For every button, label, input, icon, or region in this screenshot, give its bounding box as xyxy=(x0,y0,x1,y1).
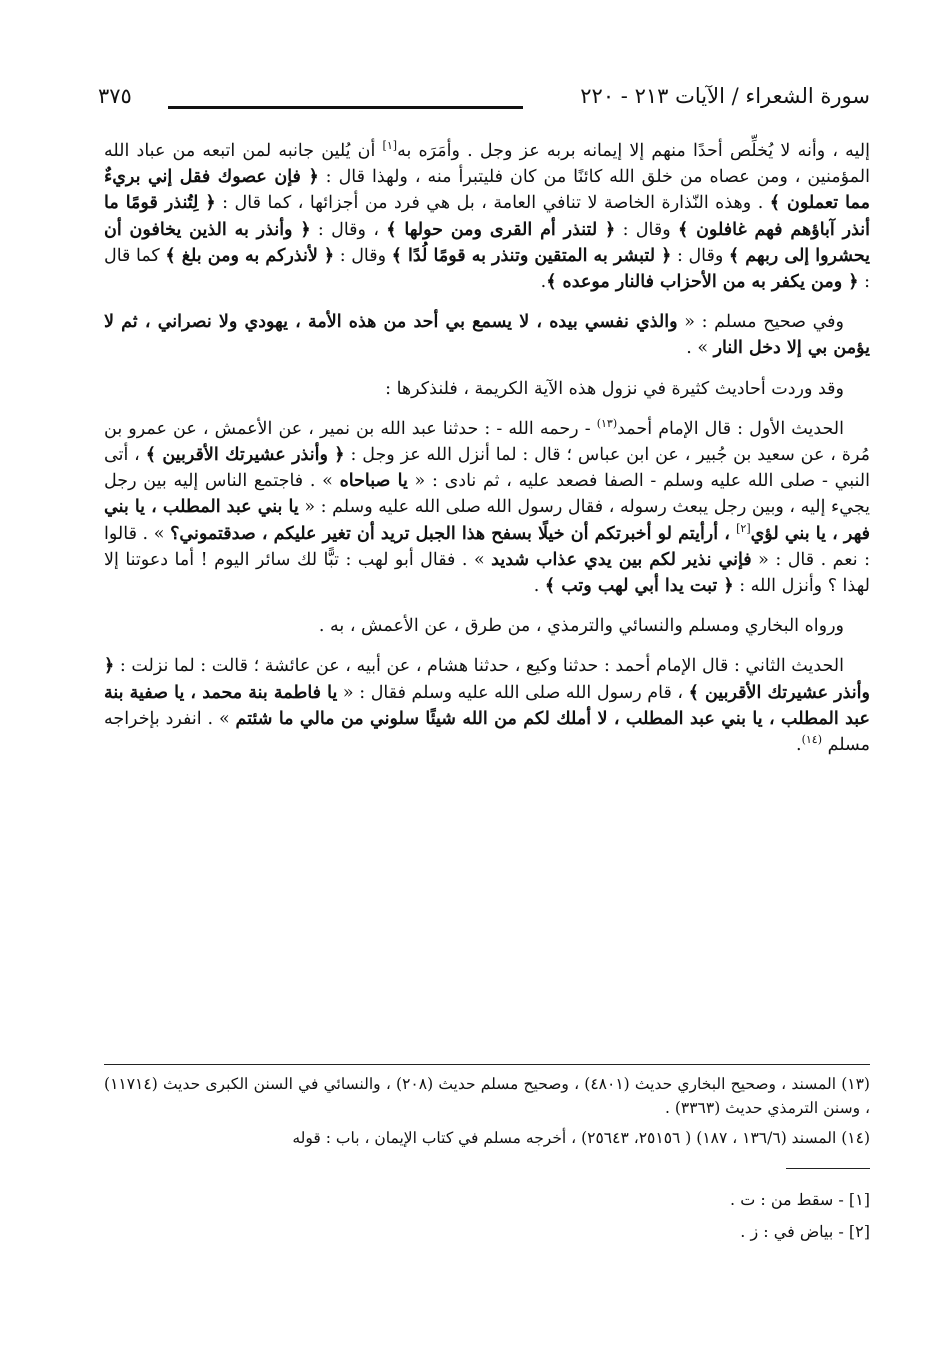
paragraph-5: ورواه البخاري ومسلم والنسائي والترمذي ، من طرق ، عن الأعمش ، به . xyxy=(318,616,844,637)
quran-quote: ﴿ تبت يدا أبي لهب وتب ﴾ xyxy=(544,576,734,597)
running-title: سورة الشعراء / الآيات ٢١٣ - ٢٢٠ xyxy=(580,84,870,108)
paragraph-2: وفي صحيح مسلم : « والذي نفسي بيده ، لا يسمع بي أحد من هذه الأمة ، يهودي ولا نصراني ، ثم لا يؤمن بي إلا دخل النار » . xyxy=(104,312,870,359)
paragraph-4: الحديث الأول : قال الإمام أحمد$^{(١٣)}$ - رحمه الله - : حدثنا عبد الله بن نمير ، عن الأعمش ، عن عمرو بن مُرة ، عن سعيد بن جُبير ، عن ابن عباس ؛ قال : لما أنزل الله عز وجل : ﴿ وأنذر عشيرتك الأقربين ﴾ ، أتى النبي - صلى الله عليه وسلم - الصفا فصعد عليه ، ثم نادى : « يا صباحاه » . فاجتمع الناس إليه بين رجل يجيء إليه ، وبين رجل يبعث رسوله ، فقال رسول الله صلى الله عليه وسلم : « يا بني عبد المطلب ، يا بني فهر ، يا بني لؤي[٢] ، أرأيتم لو أخبرتكم أن خيلًا بسفح هذا الجبل تريد أن تغير عليكم ، صدقتموني؟ » . قالوا : نعم . قال : « فإني نذير لكم بين يدي عذاب شديد » . فقال أبو لهب : تبًّا لك سائر اليوم ! أما دعوتنا إلا لهذا ؟ وأنزل الله : ﴿ تبت يدا أبي لهب وتب ﴾ . xyxy=(104,417,871,597)
hadith-quote: يا فاطمة بنة محمد ، يا صفية بنة عبد المطلب ، يا بني عبد المطلب ، لا أملك لكم من الله شيئًا سلوني من مالي ما شئتم xyxy=(104,682,871,729)
footnote-divider xyxy=(104,1064,870,1065)
editor-notes xyxy=(470,1184,870,1248)
quran-quote: ﴿ لتنذر أم القرى ومن حولها ﴾ xyxy=(386,219,616,240)
paragraph-1: إليه ، وأنه لا يُخلِّص أحدًا منهم إلا إيمانه بربه عز وجل . وأمَرَه به[١] أن يُلين جانبه لمن اتبعه من عباد الله المؤمنين ، ومن عصاه من خلق الله كائنًا من كان فليتبرأ منه ، ولهذا قال : ﴿ فإن عصوك فقل إني بريءٌ مما تعملون ﴾ . وهذه النّذارة الخاصة لا تنافي العامة ، بل هي فرد من أجزائها ، كما قال : ﴿ لِتُنذر قومًا ما أنذر آباؤهم فهم غافلون ﴾ وقال : ﴿ لتنذر أم القرى ومن حولها ﴾ ، وقال : ﴿ وأنذر به الذين يخافون أن يحشروا إلى ربهم ﴾ وقال : ﴿ لتبشر به المتقين وتنذر به قومًا لُدًا ﴾ وقال : ﴿ لأنذركم به ومن بلغ ﴾ كما قال : ﴿ ومن يكفر به من الأحزاب فالنار موعده ﴾. xyxy=(104,139,870,293)
quran-quote: ﴿ ومن يكفر به من الأحزاب فالنار موعده ﴾ xyxy=(546,272,859,293)
hadith-quote: والذي نفسي بيده ، لا يسمع بي أحد من هذه الأمة ، يهودي ولا نصراني ، ثم لا يؤمن بي إلا دخل النار xyxy=(104,312,870,359)
quran-quote: ﴿ لِتُنذر قومًا ما أنذر آباؤهم فهم غافلون ﴾ xyxy=(104,193,870,240)
quran-quote: ﴿ وأنذر عشيرتك الأقربين ﴾ xyxy=(145,445,345,466)
footnote-14: (١٤) المسند (١٣٦/٦ ، ١٨٧) ( ٢٥١٥٦، ٢٥٦٤٣) ، أخرجه مسلم في كتاب الإيمان ، باب : قوله xyxy=(292,1129,870,1147)
header-rule xyxy=(168,106,523,109)
footnote-13: (١٣) المسند ، وصحيح البخاري حديث (٤٨٠١) ، وصحيح مسلم حديث (٢٠٨) ، والنسائي في السنن الكبرى حديث (١١٧١٤) ، وسنن الترمذي حديث (٣٣٦٣) . xyxy=(104,1075,870,1117)
hadith-quote: فإني نذير لكم بين يدي عذاب شديد xyxy=(491,549,752,570)
quran-quote: ﴿ لأنذركم به ومن بلغ ﴾ xyxy=(165,245,335,266)
page-header xyxy=(98,84,870,118)
quran-quote: ﴿ وأنذر عشيرتك الأقربين ﴾ xyxy=(104,656,870,703)
page-number: ٣٧٥ xyxy=(98,84,132,108)
paragraph-3: وقد وردت أحاديث كثيرة في نزول هذه الآية الكريمة ، فلنذكرها : xyxy=(385,378,844,399)
editor-note-1: [١] - سقط من : ت . xyxy=(730,1190,870,1209)
editor-notes-divider xyxy=(786,1168,870,1169)
editor-note-2: [٢] - بياض في : ز . xyxy=(740,1222,870,1241)
footnote-ref-13: (١٣) xyxy=(596,417,618,430)
main-text xyxy=(104,138,870,772)
hadith-quote: يا صباحاه xyxy=(339,471,408,492)
hadith-quote: ، أرأيتم لو أخبرتكم أن خيلًا بسفح هذا الجبل تريد أن تغير عليكم ، صدقتموني؟ xyxy=(170,523,737,544)
quran-quote: ﴿ وأنذر به الذين يخافون أن يحشروا إلى ربهم ﴾ xyxy=(104,219,870,266)
quran-quote: ﴿ لتبشر به المتقين وتنذر به قومًا لُدًا ﴾ xyxy=(391,245,672,266)
paragraph-6: الحديث الثاني : قال الإمام أحمد : حدثنا وكيع ، حدثنا هشام ، عن أبيه ، عن عائشة ؛ قالت : لما نزلت : ﴿ وأنذر عشيرتك الأقربين ﴾ ، قام رسول الله صلى الله عليه وسلم فقال : « يا فاطمة بنة محمد ، يا صفية بنة عبد المطلب ، يا بني عبد المطلب ، لا أملك لكم من الله شيئًا سلوني من مالي ما شئتم » . انفرد بإخراجه مسلم $^{(١٤)}$. xyxy=(104,656,871,756)
quran-quote: ﴿ فإن عصوك فقل إني بريءٌ مما تعملون ﴾ xyxy=(104,167,870,214)
hadith-quote: يا بني عبد المطلب ، يا بني فهر ، يا بني لؤي xyxy=(104,497,870,544)
footnotes xyxy=(104,1072,870,1156)
editor-note-ref-1: [١] xyxy=(382,139,398,153)
editor-note-ref-2: [٢] xyxy=(736,521,751,535)
footnote-ref-14: (١٤) xyxy=(801,733,822,747)
